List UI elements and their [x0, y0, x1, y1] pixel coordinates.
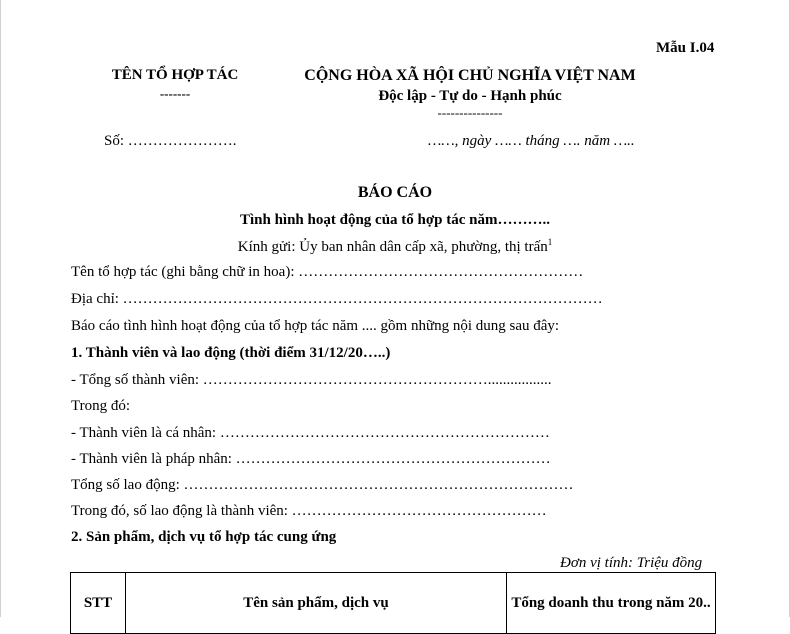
report-title: BÁO CÁO [357, 184, 433, 201]
header-stt: STT [71, 573, 126, 634]
member-workers-line: Trong đó, số lao động là thành viên: …………………………………………… [71, 503, 547, 519]
individual-members-line: - Thành viên là cá nhân: ………………………………………………………… [71, 425, 550, 441]
total-members-line: - Tổng số thành viên: …………………………………………………................. [71, 372, 552, 388]
document-number: Số: …………………. [104, 133, 237, 149]
total-workers-line: Tổng số lao động: …………………………………………………………………… [71, 477, 574, 493]
org-name-field: Tên tổ hợp tác (ghi bằng chữ in hoa): ………………………………………………… [71, 264, 584, 280]
recipient-text: Kính gửi: Ủy ban nhân dân cấp xã, phường, thị trấn [237, 239, 548, 255]
section2-heading: 2. Sản phẩm, dịch vụ tổ hợp tác cung ứng [71, 529, 337, 545]
form-code: Mẫu I.04 [656, 40, 715, 56]
footnote-marker: 1 [547, 237, 553, 247]
national-motto: Độc lập - Tự do - Hạnh phúc [378, 88, 562, 104]
report-subtitle: Tình hình hoạt động của tổ hợp tác năm……….. [239, 212, 551, 228]
place-date-line: ……, ngày …… tháng …. năm ….. [428, 133, 635, 149]
section1-heading: 1. Thành viên và lao động (thời điểm 31/12/20…..) [71, 345, 391, 361]
report-recipient [0, 237, 790, 256]
of-which-label: Trong đó: [71, 398, 131, 414]
header-revenue: Tổng doanh thu trong năm 20.. [507, 573, 716, 634]
organization-rule: ------- [159, 86, 191, 101]
products-table [70, 572, 716, 634]
header-product: Tên sản phẩm, dịch vụ [126, 573, 507, 634]
motto-rule: --------------- [437, 105, 503, 120]
address-field: Địa chỉ: …………………………………………………………………………………… [71, 291, 603, 307]
legal-members-line: - Thành viên là pháp nhân: ……………………………………………………… [71, 451, 551, 467]
table-header-row [71, 573, 716, 634]
intro-line: Báo cáo tình hình hoạt động của tổ hợp tác năm .... gồm những nội dung sau đây: [71, 318, 560, 334]
republic-name: CỘNG HÒA XÃ HỘI CHỦ NGHĨA VIỆT NAM [304, 67, 636, 84]
organization-name: TÊN TỔ HỢP TÁC [111, 67, 239, 83]
unit-label: Đơn vị tính: Triệu đồng [560, 555, 703, 571]
page-left-edge [0, 0, 1, 617]
